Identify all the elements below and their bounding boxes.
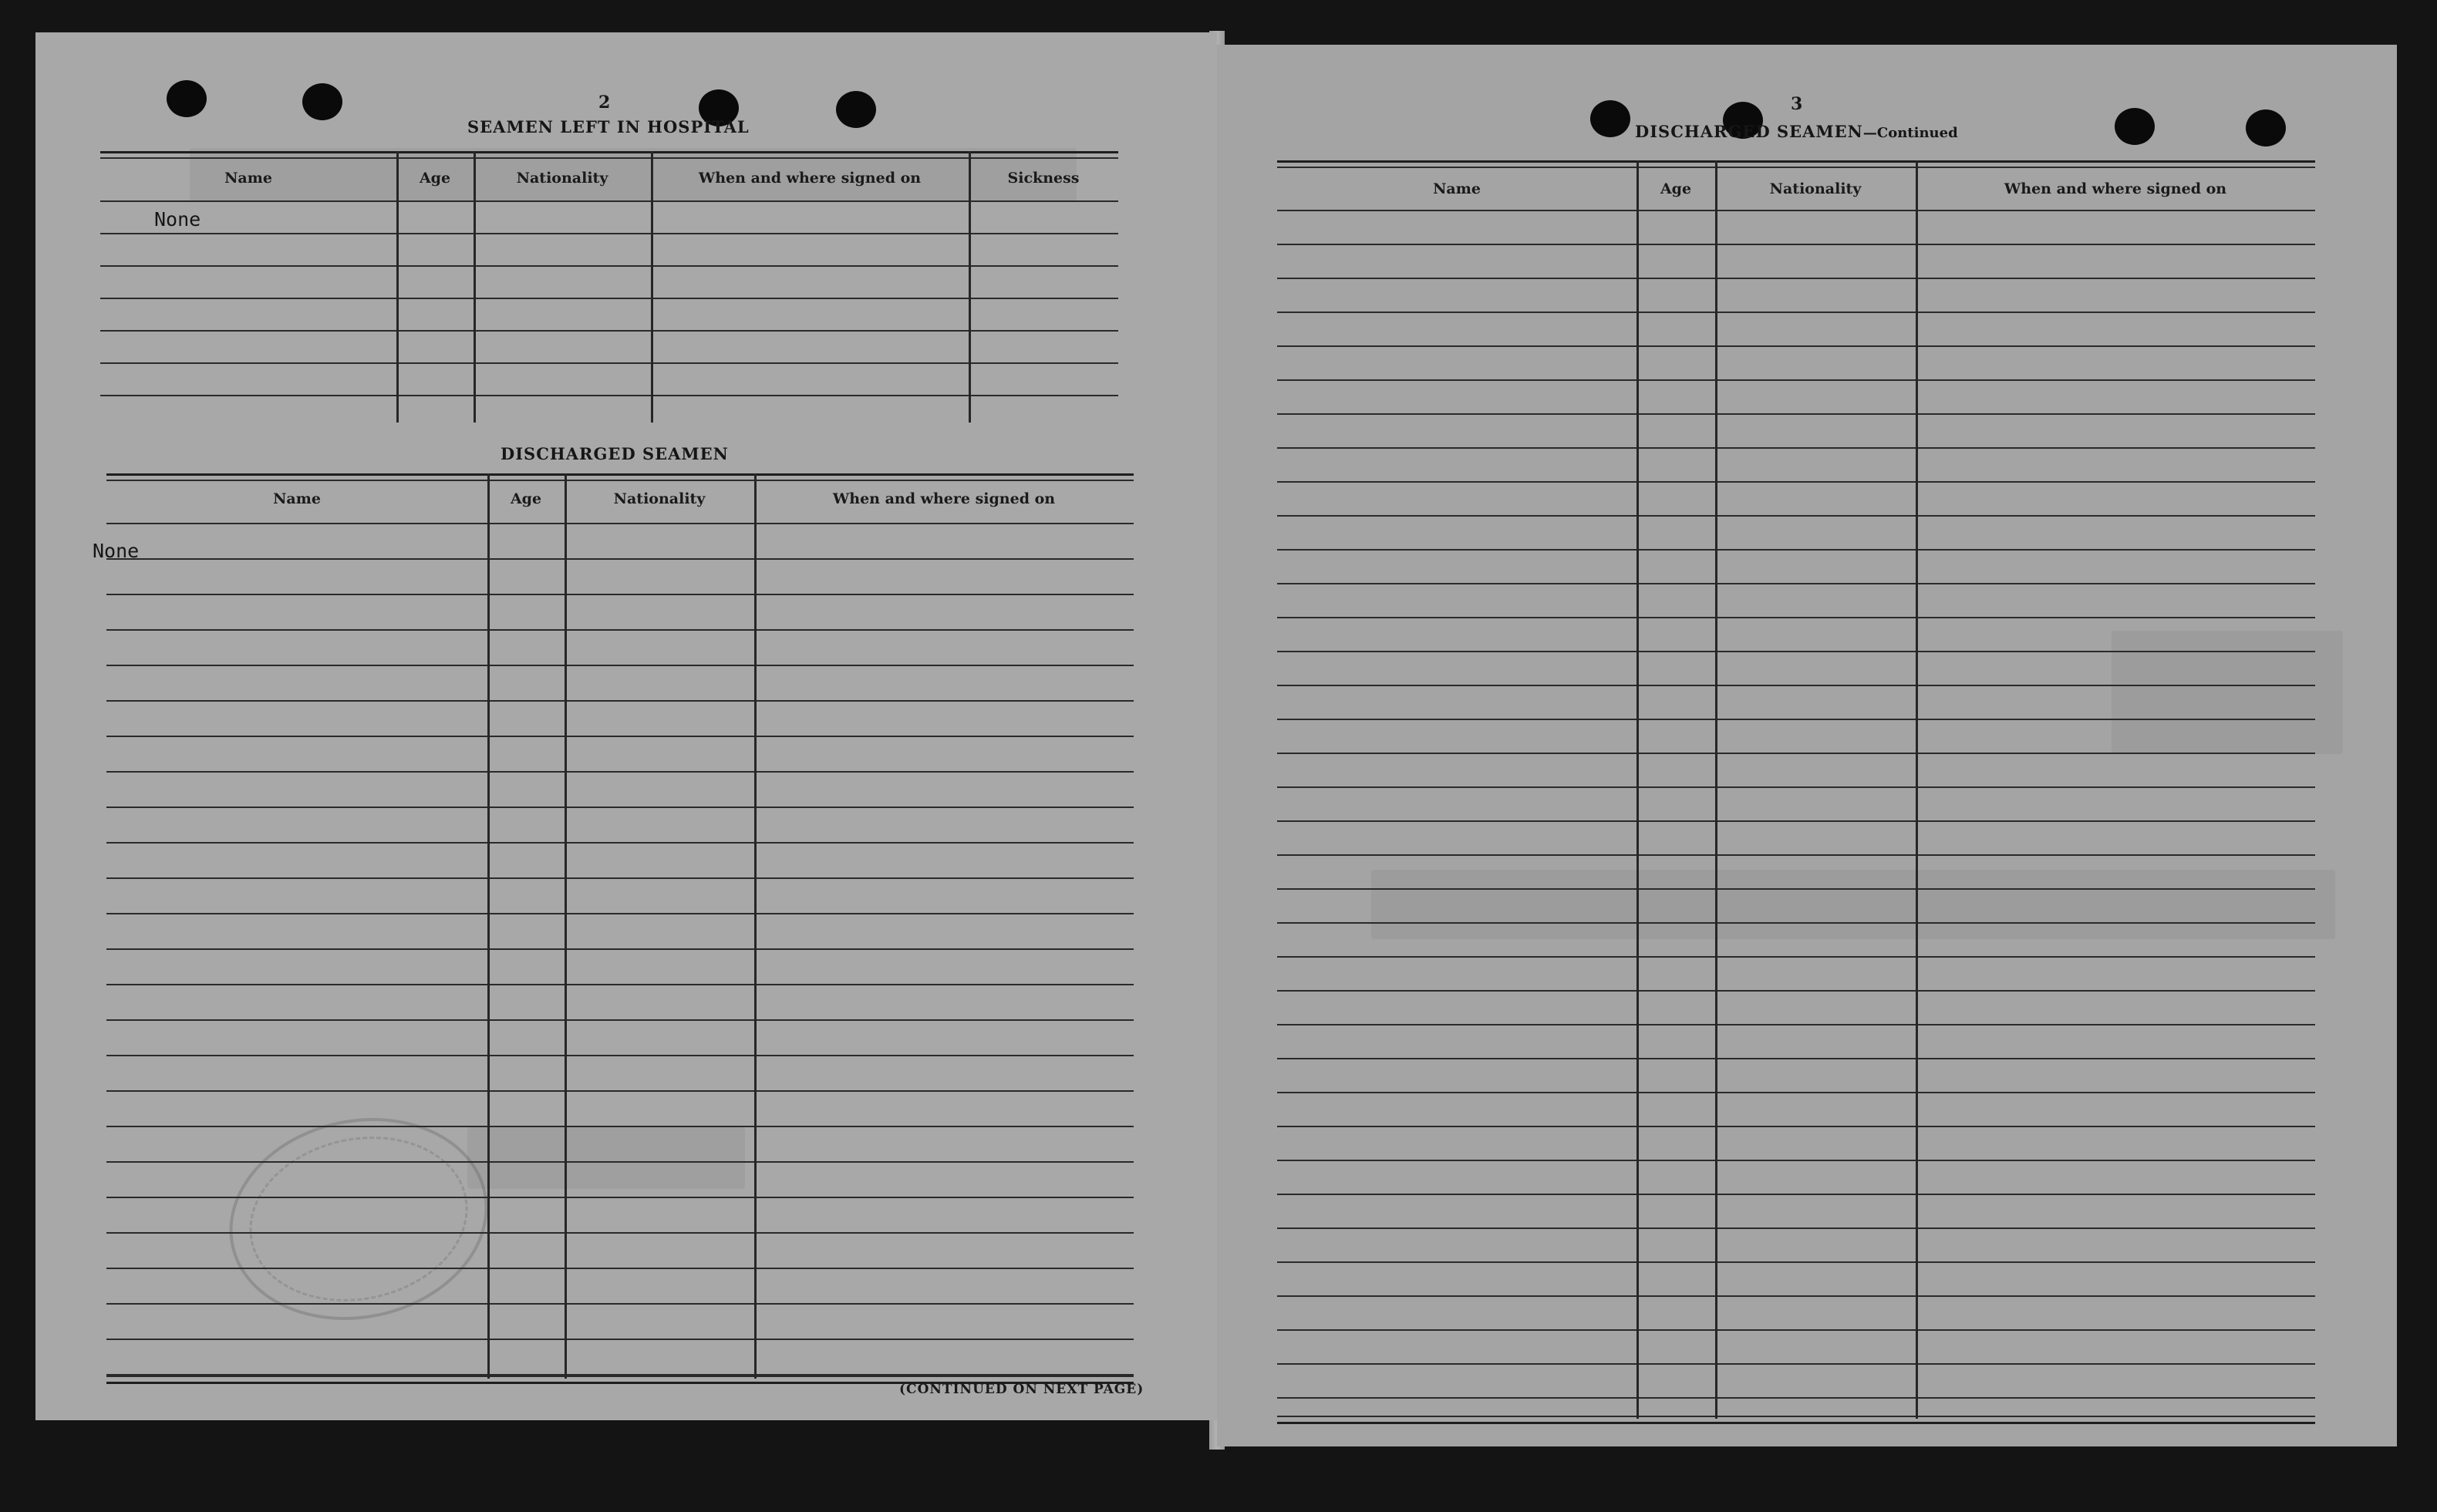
punch-hole xyxy=(302,83,342,120)
row-rule xyxy=(106,807,1134,808)
row-rule xyxy=(1277,1058,2315,1059)
punch-hole xyxy=(1590,100,1630,137)
name-entry: None xyxy=(154,208,201,231)
row-rule xyxy=(1277,990,2315,992)
header-rule xyxy=(100,200,1118,202)
table-bottom-rule xyxy=(1277,1416,2315,1417)
row-rule xyxy=(1277,617,2315,618)
column-header: Age xyxy=(1660,180,1692,197)
row-rule xyxy=(106,842,1134,844)
row-rule xyxy=(1277,278,2315,279)
header-rule xyxy=(1277,210,2315,211)
punch-hole xyxy=(2115,108,2155,145)
row-rule xyxy=(106,1019,1134,1021)
column-header: Name xyxy=(224,170,272,187)
page-number: 3 xyxy=(1791,94,1803,114)
row-rule xyxy=(106,1126,1134,1127)
table-bottom-rule xyxy=(1277,1422,2315,1424)
row-rule xyxy=(106,984,1134,985)
row-rule xyxy=(1277,1194,2315,1195)
row-rule xyxy=(100,233,1118,234)
row-rule xyxy=(1277,1160,2315,1161)
punch-hole xyxy=(836,91,876,128)
row-rule xyxy=(106,736,1134,737)
column-divider xyxy=(565,473,567,1379)
row-rule xyxy=(1277,345,2315,347)
row-rule xyxy=(106,913,1134,914)
column-header: Nationality xyxy=(1769,180,1862,197)
punch-hole xyxy=(167,80,207,117)
section-title-discharged: DISCHARGED SEAMEN xyxy=(501,444,729,463)
column-header: Age xyxy=(419,170,451,187)
row-rule xyxy=(1277,1261,2315,1263)
row-rule xyxy=(1277,1024,2315,1025)
column-divider xyxy=(1636,160,1639,1419)
column-divider xyxy=(651,151,653,423)
column-divider xyxy=(396,151,399,423)
row-rule xyxy=(106,1055,1134,1056)
row-rule xyxy=(106,1339,1134,1340)
table-top-rule xyxy=(106,480,1134,481)
row-rule xyxy=(100,265,1118,267)
discharged-table xyxy=(93,473,1134,1382)
row-rule xyxy=(100,330,1118,332)
row-rule xyxy=(1277,651,2315,652)
row-rule xyxy=(1277,719,2315,720)
row-rule xyxy=(106,1232,1134,1234)
row-rule xyxy=(106,1197,1134,1198)
punch-hole xyxy=(2246,109,2286,146)
section-title-discharged-continued: DISCHARGED SEAMEN—Continued xyxy=(1635,122,1958,141)
row-rule xyxy=(106,1090,1134,1092)
row-rule xyxy=(106,665,1134,666)
row-rule xyxy=(106,948,1134,950)
hospital-table xyxy=(100,151,1118,426)
row-rule xyxy=(1277,1397,2315,1399)
name-entry: None xyxy=(93,540,140,562)
column-header: Nationality xyxy=(516,170,608,187)
continued-note: (CONTINUED ON NEXT PAGE) xyxy=(899,1382,1144,1397)
header-rule xyxy=(106,523,1134,524)
section-title-hospital: SEAMEN LEFT IN HOSPITAL xyxy=(467,117,750,136)
row-rule xyxy=(100,298,1118,299)
table-bottom-rule xyxy=(106,1376,1134,1377)
row-rule xyxy=(106,1161,1134,1163)
row-rule xyxy=(1277,244,2315,245)
column-header: Name xyxy=(273,490,321,507)
row-rule xyxy=(106,700,1134,702)
column-header: Age xyxy=(510,490,542,507)
row-rule xyxy=(1277,922,2315,924)
row-rule xyxy=(106,629,1134,631)
column-header: Nationality xyxy=(613,490,706,507)
row-rule xyxy=(1277,549,2315,551)
column-header: When and where signed on xyxy=(698,170,922,187)
column-header: When and where signed on xyxy=(2004,180,2227,197)
column-divider xyxy=(1916,160,1918,1419)
column-divider xyxy=(1715,160,1717,1419)
page-number: 2 xyxy=(598,93,611,113)
table-top-rule xyxy=(1277,160,2315,163)
left-page xyxy=(35,32,1217,1420)
row-rule xyxy=(1277,481,2315,483)
column-header: When and where signed on xyxy=(832,490,1056,507)
row-rule xyxy=(1277,1092,2315,1093)
row-rule xyxy=(1277,413,2315,415)
row-rule xyxy=(1277,379,2315,381)
discharged-continued-table xyxy=(1277,160,2315,1422)
table-top-rule xyxy=(106,473,1134,476)
row-rule xyxy=(106,1268,1134,1269)
row-rule xyxy=(1277,820,2315,822)
column-divider xyxy=(754,473,757,1379)
right-page xyxy=(1217,45,2397,1446)
row-rule xyxy=(100,395,1118,396)
row-rule xyxy=(106,594,1134,595)
table-top-rule xyxy=(100,157,1118,159)
row-rule xyxy=(1277,753,2315,754)
column-divider xyxy=(474,151,476,423)
row-rule xyxy=(1277,583,2315,584)
column-divider xyxy=(969,151,971,423)
row-rule xyxy=(1277,1295,2315,1297)
column-divider xyxy=(487,473,490,1379)
row-rule xyxy=(1277,447,2315,449)
row-rule xyxy=(1277,311,2315,313)
column-header: Sickness xyxy=(1007,170,1080,187)
table-top-rule xyxy=(100,151,1118,153)
row-rule xyxy=(106,771,1134,773)
row-rule xyxy=(1277,956,2315,958)
row-rule xyxy=(100,362,1118,364)
row-rule xyxy=(1277,1126,2315,1127)
row-rule xyxy=(1277,786,2315,788)
row-rule xyxy=(106,877,1134,879)
column-header: Name xyxy=(1433,180,1481,197)
row-rule xyxy=(1277,1329,2315,1331)
row-rule xyxy=(1277,1363,2315,1365)
row-rule xyxy=(1277,854,2315,856)
row-rule xyxy=(1277,1227,2315,1229)
row-rule xyxy=(1277,888,2315,890)
row-rule xyxy=(1277,515,2315,517)
row-rule xyxy=(106,1303,1134,1305)
row-rule xyxy=(1277,685,2315,686)
row-rule xyxy=(106,558,1134,560)
table-top-rule xyxy=(1277,167,2315,168)
